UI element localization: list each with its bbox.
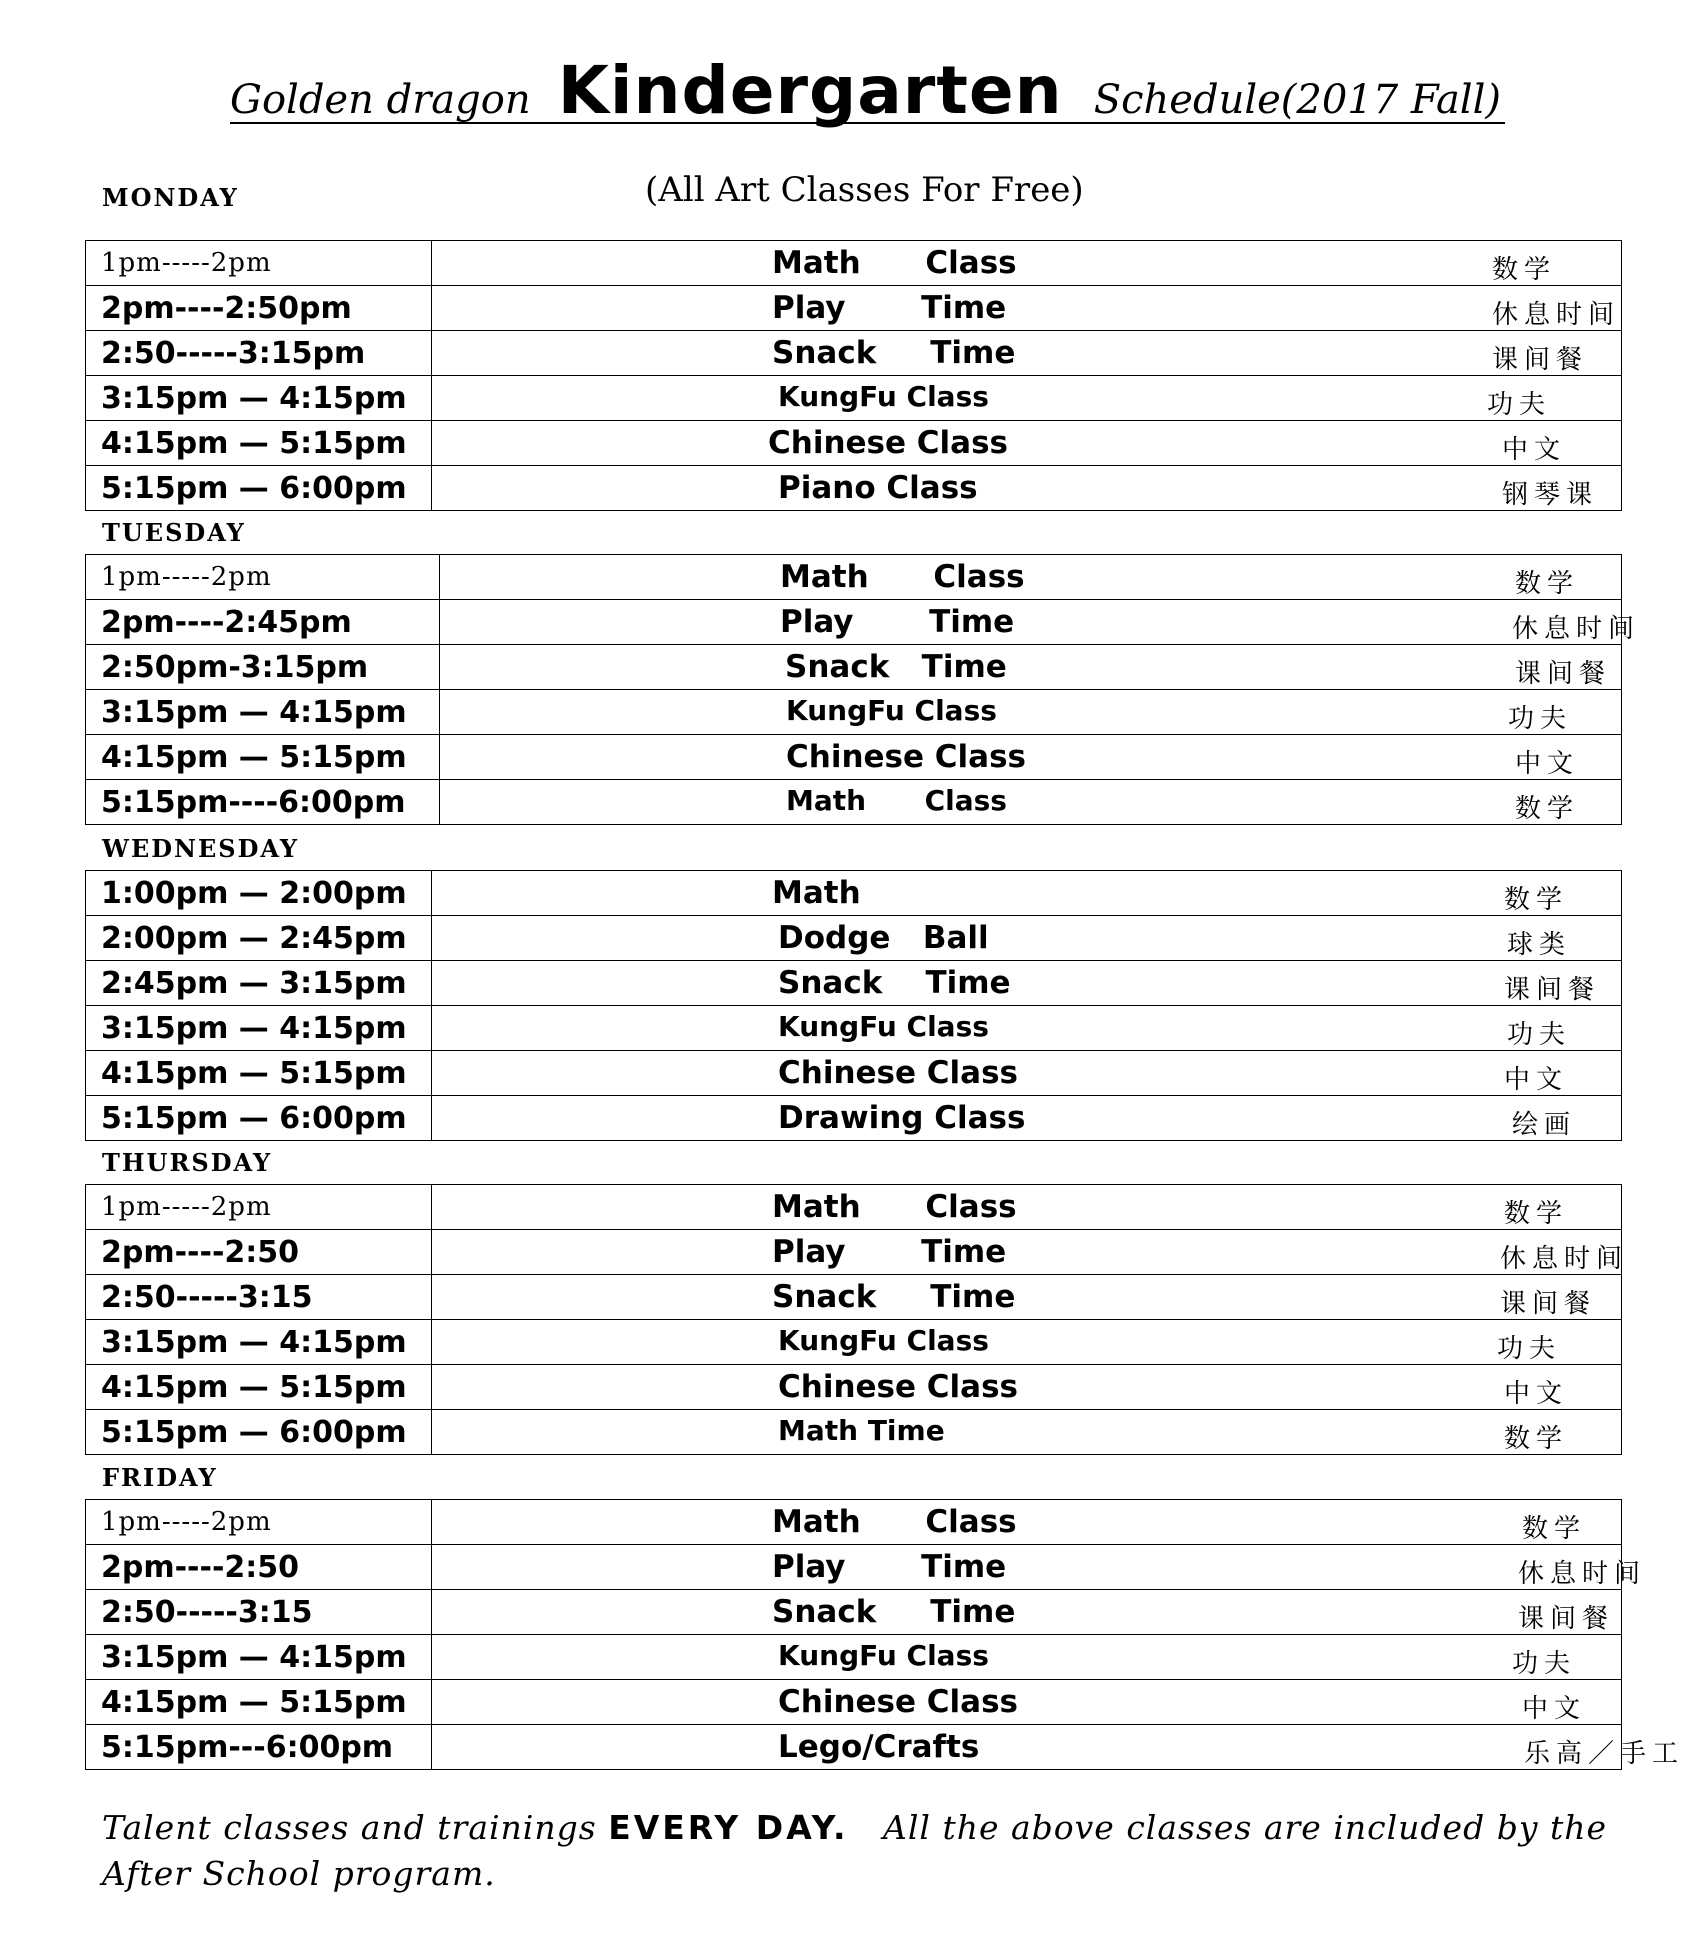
chinese-cell: 数学 bbox=[1522, 1514, 1587, 1544]
time-cell: 4:15pm — 5:15pm bbox=[86, 421, 432, 466]
footer-note bbox=[102, 1805, 1622, 1897]
time-cell: 2pm----2:50 bbox=[86, 1545, 432, 1590]
class-cell: KungFu Class bbox=[786, 694, 997, 727]
class-cell: Drawing Class bbox=[778, 1100, 1026, 1136]
chinese-cell: 中文 bbox=[1504, 1379, 1569, 1409]
chinese-cell: 功夫 bbox=[1508, 704, 1573, 734]
time-cell: 1pm-----2pm bbox=[86, 1185, 432, 1230]
time-cell: 3:15pm — 4:15pm bbox=[86, 1006, 432, 1051]
class-cell: Math Class bbox=[780, 559, 1025, 595]
chinese-cell: 休息时间 bbox=[1512, 614, 1641, 644]
chinese-cell: 数学 bbox=[1515, 794, 1580, 824]
class-cell: Play Time bbox=[772, 290, 1007, 326]
class-cell: Play Time bbox=[780, 604, 1015, 640]
time-cell: 5:15pm----6:00pm bbox=[86, 780, 440, 825]
chinese-cell: 课间餐 bbox=[1515, 659, 1612, 689]
table-row bbox=[86, 780, 1622, 825]
table-row bbox=[86, 376, 1622, 421]
chinese-cell: 课间餐 bbox=[1518, 1604, 1615, 1634]
table-row bbox=[86, 871, 1622, 916]
table-row bbox=[86, 690, 1622, 735]
chinese-cell: 课间餐 bbox=[1492, 345, 1589, 375]
time-cell: 1pm-----2pm bbox=[86, 555, 440, 600]
chinese-cell: 球类 bbox=[1507, 930, 1572, 960]
table-row bbox=[86, 1096, 1622, 1141]
chinese-cell: 数学 bbox=[1492, 255, 1557, 285]
day-heading-thursday: THURSDAY bbox=[102, 1148, 273, 1177]
title-suffix: Schedule(2017 Fall) bbox=[1093, 77, 1501, 123]
title-main: Kindergarten bbox=[557, 52, 1063, 129]
time-cell: 1pm-----2pm bbox=[86, 1500, 432, 1545]
time-cell: 2:50-----3:15 bbox=[86, 1275, 432, 1320]
table-row bbox=[86, 1185, 1622, 1230]
time-cell: 3:15pm — 4:15pm bbox=[86, 690, 440, 735]
class-cell: Math bbox=[772, 875, 861, 911]
chinese-cell: 课间餐 bbox=[1500, 1289, 1597, 1319]
time-cell: 2:00pm — 2:45pm bbox=[86, 916, 432, 961]
title-prefix: Golden dragon bbox=[230, 77, 531, 123]
class-cell: Snack Time bbox=[772, 1594, 1016, 1630]
table-row bbox=[86, 555, 1622, 600]
page-subtitle: (All Art Classes For Free) bbox=[645, 170, 1084, 210]
table-row bbox=[86, 421, 1622, 466]
schedule-table-monday bbox=[85, 240, 1622, 511]
chinese-cell: 乐高／手工 bbox=[1524, 1739, 1685, 1769]
day-heading-tuesday: TUESDAY bbox=[102, 518, 246, 547]
chinese-cell: 休息时间 bbox=[1492, 300, 1621, 330]
time-cell: 2:45pm — 3:15pm bbox=[86, 961, 432, 1006]
class-cell: Math Time bbox=[778, 1414, 945, 1447]
time-cell: 1:00pm — 2:00pm bbox=[86, 871, 432, 916]
chinese-cell: 休息时间 bbox=[1518, 1559, 1647, 1589]
day-heading-wednesday: WEDNESDAY bbox=[102, 834, 299, 863]
chinese-cell: 数学 bbox=[1504, 1199, 1569, 1229]
table-row bbox=[86, 1410, 1622, 1455]
time-cell: 4:15pm — 5:15pm bbox=[86, 1365, 432, 1410]
class-cell: Math Class bbox=[772, 1504, 1017, 1540]
class-cell: KungFu Class bbox=[778, 1324, 989, 1357]
chinese-cell: 休息时间 bbox=[1500, 1244, 1629, 1274]
chinese-cell: 中文 bbox=[1515, 749, 1580, 779]
chinese-cell: 中文 bbox=[1502, 435, 1567, 465]
time-cell: 5:15pm — 6:00pm bbox=[86, 1096, 432, 1141]
class-cell: Play Time bbox=[772, 1234, 1007, 1270]
table-row bbox=[86, 1680, 1622, 1725]
time-cell: 4:15pm — 5:15pm bbox=[86, 1680, 432, 1725]
time-cell: 4:15pm — 5:15pm bbox=[86, 735, 440, 780]
class-cell: Math Class bbox=[772, 245, 1017, 281]
chinese-cell: 中文 bbox=[1522, 1694, 1587, 1724]
class-cell: KungFu Class bbox=[778, 1010, 989, 1043]
table-row bbox=[86, 1365, 1622, 1410]
time-cell: 5:15pm — 6:00pm bbox=[86, 466, 432, 511]
class-cell: Chinese Class bbox=[786, 739, 1027, 775]
time-cell: 4:15pm — 5:15pm bbox=[86, 1051, 432, 1096]
footer-emphasis: EVERY DAY. bbox=[608, 1808, 849, 1847]
schedule-table-friday bbox=[85, 1499, 1685, 1770]
page-title bbox=[230, 52, 1505, 129]
day-heading-monday: MONDAY bbox=[102, 183, 239, 212]
table-row bbox=[86, 1275, 1622, 1320]
table-row bbox=[86, 466, 1622, 511]
schedule-table-thursday bbox=[85, 1184, 1629, 1455]
chinese-cell: 课间餐 bbox=[1504, 975, 1601, 1005]
chinese-cell: 数学 bbox=[1504, 1424, 1569, 1454]
class-cell: Chinese Class bbox=[778, 1684, 1019, 1720]
day-heading-friday: FRIDAY bbox=[102, 1463, 218, 1492]
table-row bbox=[86, 241, 1622, 286]
chinese-cell: 功夫 bbox=[1512, 1649, 1577, 1679]
schedule-table-tuesday bbox=[85, 554, 1641, 825]
time-cell: 2:50pm-3:15pm bbox=[86, 645, 440, 690]
chinese-cell: 功夫 bbox=[1497, 1334, 1562, 1364]
class-cell: KungFu Class bbox=[778, 1639, 989, 1672]
table-row bbox=[86, 916, 1622, 961]
class-cell: Chinese Class bbox=[778, 1055, 1019, 1091]
table-row bbox=[86, 1051, 1622, 1096]
class-cell: Dodge Ball bbox=[778, 920, 989, 956]
time-cell: 2:50-----3:15 bbox=[86, 1590, 432, 1635]
class-cell: Chinese Class bbox=[768, 425, 1009, 461]
chinese-cell: 数学 bbox=[1504, 885, 1569, 915]
time-cell: 3:15pm — 4:15pm bbox=[86, 376, 432, 421]
class-cell: KungFu Class bbox=[778, 380, 989, 413]
footer-part1: Talent classes and trainings bbox=[102, 1808, 597, 1847]
class-cell: Math Class bbox=[786, 784, 1007, 817]
time-cell: 5:15pm — 6:00pm bbox=[86, 1410, 432, 1455]
class-cell: Snack Time bbox=[772, 335, 1016, 371]
table-row bbox=[86, 1230, 1622, 1275]
table-row bbox=[86, 735, 1622, 780]
chinese-cell: 功夫 bbox=[1507, 1020, 1572, 1050]
table-row bbox=[86, 645, 1622, 690]
chinese-cell: 绘画 bbox=[1512, 1110, 1577, 1140]
chinese-cell: 数学 bbox=[1515, 569, 1580, 599]
class-cell: Piano Class bbox=[778, 470, 978, 506]
time-cell: 5:15pm---6:00pm bbox=[86, 1725, 432, 1770]
table-row bbox=[86, 1725, 1622, 1770]
time-cell: 3:15pm — 4:15pm bbox=[86, 1635, 432, 1680]
table-row bbox=[86, 1545, 1622, 1590]
table-row bbox=[86, 1320, 1622, 1365]
class-cell: Play Time bbox=[772, 1549, 1007, 1585]
table-row bbox=[86, 1635, 1622, 1680]
chinese-cell: 功夫 bbox=[1487, 390, 1552, 420]
class-cell: Snack Time bbox=[778, 965, 1011, 1001]
time-cell: 1pm-----2pm bbox=[86, 241, 432, 286]
footer-part2: All the above classes are included by the After School program. bbox=[102, 1808, 1607, 1893]
chinese-cell: 钢琴课 bbox=[1502, 480, 1599, 510]
table-row bbox=[86, 286, 1622, 331]
time-cell: 3:15pm — 4:15pm bbox=[86, 1320, 432, 1365]
schedule-table-wednesday bbox=[85, 870, 1622, 1141]
time-cell: 2pm----2:50 bbox=[86, 1230, 432, 1275]
table-row bbox=[86, 1500, 1622, 1545]
table-row bbox=[86, 1590, 1622, 1635]
chinese-cell: 中文 bbox=[1504, 1065, 1569, 1095]
table-row bbox=[86, 600, 1622, 645]
class-cell: Lego/Crafts bbox=[778, 1729, 980, 1765]
class-cell: Snack Time bbox=[772, 1279, 1016, 1315]
time-cell: 2pm----2:50pm bbox=[86, 286, 432, 331]
class-cell: Snack Time bbox=[785, 649, 1007, 685]
time-cell: 2:50-----3:15pm bbox=[86, 331, 432, 376]
time-cell: 2pm----2:45pm bbox=[86, 600, 440, 645]
table-row bbox=[86, 961, 1622, 1006]
table-row bbox=[86, 1006, 1622, 1051]
class-cell: Math Class bbox=[772, 1189, 1017, 1225]
class-cell: Chinese Class bbox=[778, 1369, 1019, 1405]
table-row bbox=[86, 331, 1622, 376]
